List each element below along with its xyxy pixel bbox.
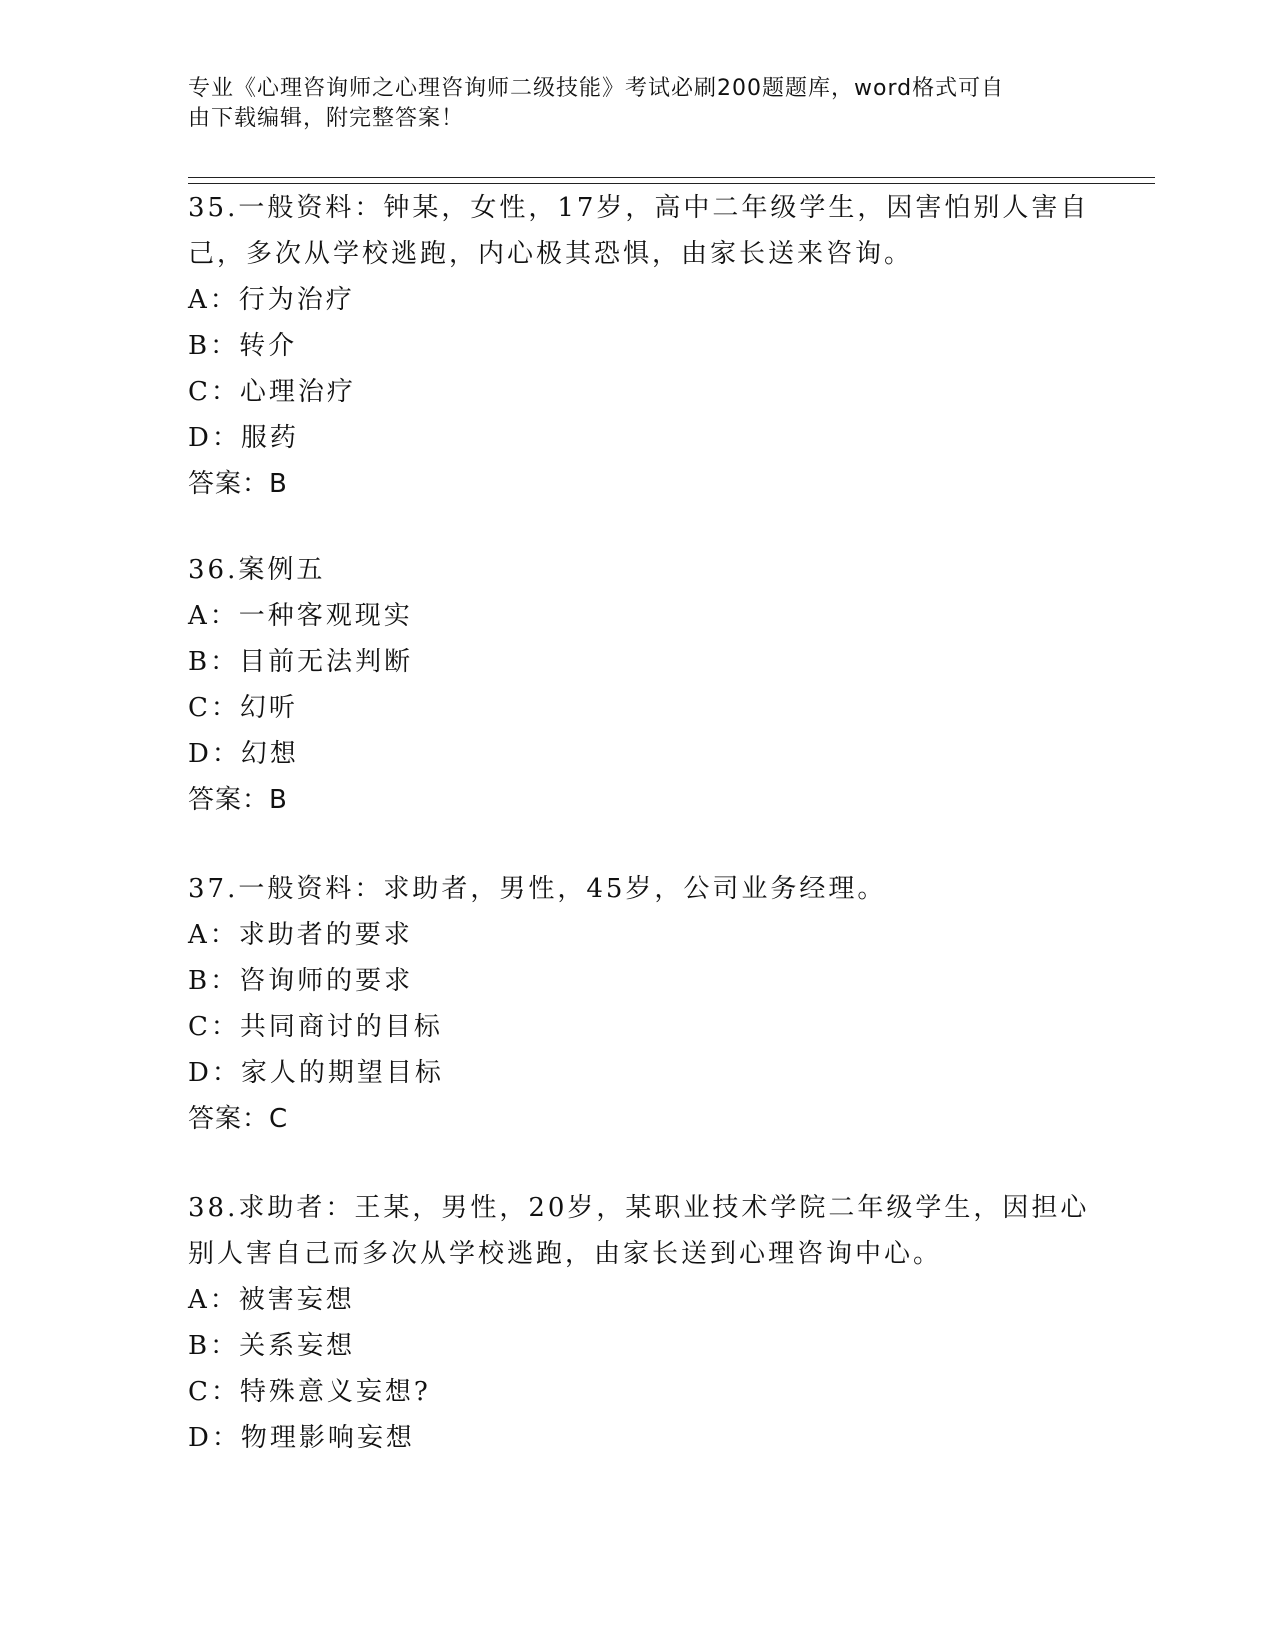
question-37 (188, 866, 1088, 1142)
option-d: D：幻想 (188, 739, 299, 769)
header-divider-bottom (188, 183, 1155, 184)
question-36 (188, 547, 1088, 823)
header-line-1: 专业《心理咨询师之心理咨询师二级技能》考试必刷200题题库，word格式可自 (188, 76, 1005, 101)
question-stem-line: 别人害自己而多次从学校逃跑，由家长送到心理咨询中心。 (188, 1239, 943, 1269)
answer-line: 答案：C (188, 1104, 289, 1134)
answer-line: 答案：B (188, 785, 288, 815)
document-header (188, 74, 1068, 134)
question-stem-line: 己，多次从学校逃跑，内心极其恐惧，由家长送来咨询。 (188, 239, 914, 269)
option-c: C：特殊意义妄想? (188, 1377, 431, 1407)
question-stem-line: 35.一般资料：钟某，女性，17岁，高中二年级学生，因害怕别人害自 (188, 193, 1090, 223)
question-38 (188, 1185, 1088, 1461)
option-a: A：被害妄想 (188, 1285, 355, 1315)
option-c: C：共同商讨的目标 (188, 1012, 443, 1042)
option-d: D：物理影响妄想 (188, 1423, 415, 1453)
option-d: D：服药 (188, 423, 299, 453)
option-b: B：咨询师的要求 (188, 966, 414, 996)
question-stem-line: 38.求助者：王某，男性，20岁，某职业技术学院二年级学生，因担心 (188, 1193, 1090, 1223)
question-35 (188, 185, 1088, 507)
option-c: C：幻听 (188, 693, 298, 723)
option-b: B：关系妄想 (188, 1331, 356, 1361)
option-c: C：心理治疗 (188, 377, 356, 407)
option-b: B：转介 (188, 331, 298, 361)
question-stem-line: 36.案例五 (188, 555, 326, 585)
option-a: A：一种客观现实 (188, 601, 413, 631)
answer-line: 答案：B (188, 469, 288, 499)
header-divider-top (188, 177, 1155, 178)
header-line-2: 由下载编辑，附完整答案！ (188, 106, 465, 131)
option-a: A：行为治疗 (188, 285, 355, 315)
question-stem-line: 37.一般资料：求助者，男性，45岁，公司业务经理。 (188, 874, 887, 904)
option-a: A：求助者的要求 (188, 920, 413, 950)
option-b: B：目前无法判断 (188, 647, 414, 677)
option-d: D：家人的期望目标 (188, 1058, 444, 1088)
